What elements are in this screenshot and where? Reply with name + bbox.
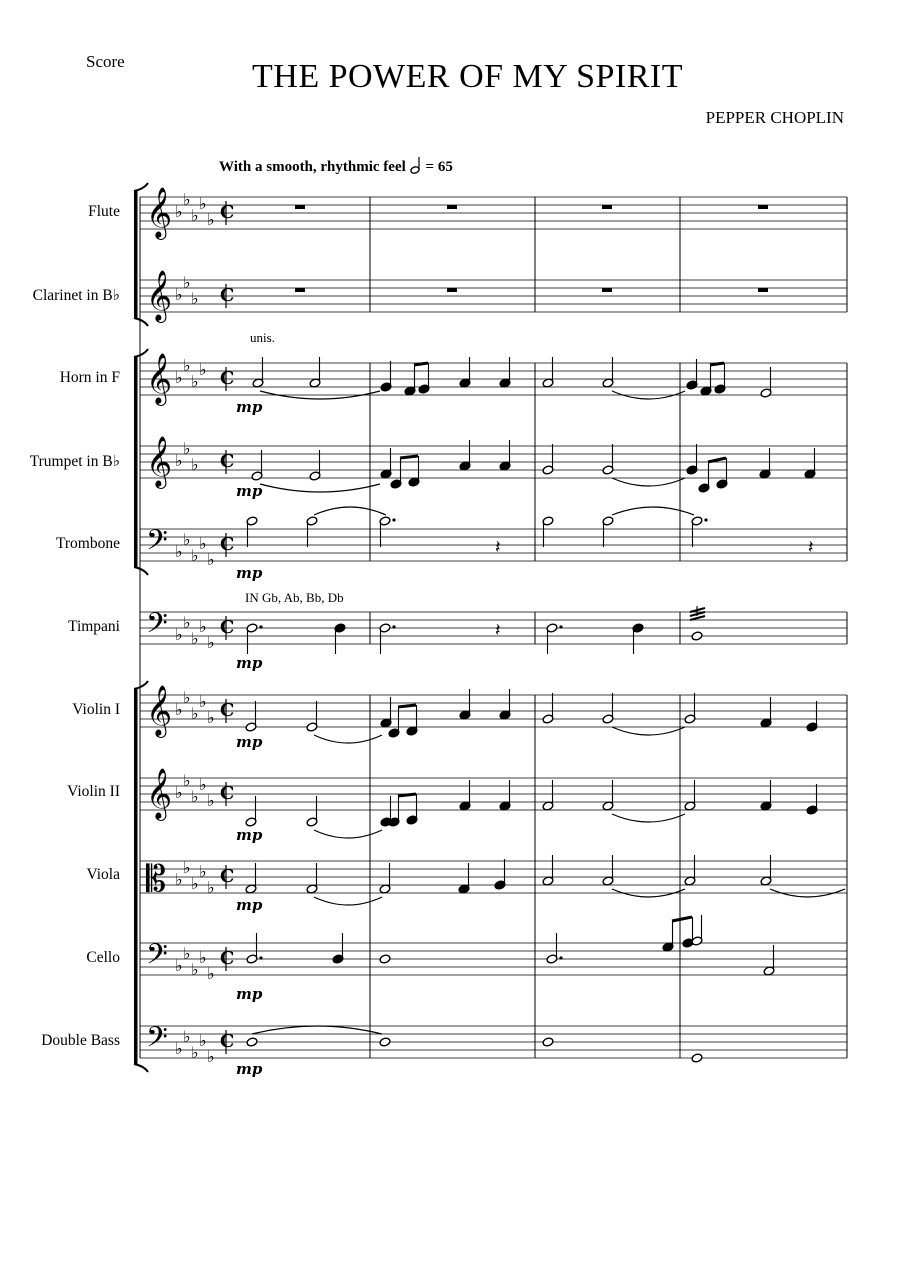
whole-rest-icon (447, 205, 457, 209)
cut-time-icon: C (220, 285, 235, 306)
tie (314, 897, 382, 905)
dynamic-viola: mp (236, 896, 263, 914)
flat-icon: ♭ (207, 791, 215, 810)
whole-rest-icon (602, 205, 612, 209)
flat-icon: ♭ (191, 372, 199, 391)
flat-icon: ♭ (199, 194, 207, 213)
cut-time-icon: C (220, 202, 235, 223)
flat-icon: ♭ (183, 530, 191, 549)
cut-time-icon: C (220, 368, 235, 389)
tie (612, 727, 685, 735)
flat-icon: ♭ (199, 948, 207, 967)
whole-rest-icon (758, 288, 768, 292)
dot (559, 625, 562, 628)
alto-clef-icon: 𝄡 (146, 859, 167, 900)
instrument-label-double-bass: Double Bass (41, 1032, 120, 1049)
flat-icon: ♭ (191, 787, 199, 806)
dynamic-trombone: mp (236, 564, 263, 582)
note-head (691, 631, 703, 641)
flat-icon: ♭ (207, 878, 215, 897)
tie (612, 478, 685, 486)
cut-time-icon: C (220, 534, 235, 555)
dynamic-violin-2: mp (236, 826, 263, 844)
treble-clef-icon: 𝄞 (146, 685, 173, 736)
instrument-label-cello: Cello (86, 949, 120, 966)
instrument-label-trombone: Trombone (55, 535, 120, 552)
unis-annotation: unis. (250, 330, 275, 345)
flat-icon: ♭ (175, 1039, 183, 1058)
flat-icon: ♭ (183, 273, 191, 292)
cut-time-icon: C (220, 617, 235, 638)
flat-icon: ♭ (175, 625, 183, 644)
flat-icon: ♭ (207, 633, 215, 652)
note-head (691, 1053, 703, 1063)
cut-time-icon: C (220, 948, 235, 969)
instrument-label-horn: Horn in F (59, 369, 120, 386)
flat-icon: ♭ (199, 862, 207, 881)
flat-icon: ♭ (175, 368, 183, 387)
flat-icon: ♭ (183, 688, 191, 707)
cut-time-icon: C (220, 1031, 235, 1052)
flat-icon: ♭ (191, 1043, 199, 1062)
flat-icon: ♭ (175, 956, 183, 975)
dynamic-double-bass: mp (236, 1060, 263, 1078)
bracket-hook (134, 1064, 148, 1072)
cut-time-icon: C (220, 866, 235, 887)
flat-icon: ♭ (175, 870, 183, 889)
tie (612, 507, 694, 515)
tie (314, 735, 382, 743)
flat-icon: ♭ (183, 944, 191, 963)
beam (398, 705, 416, 707)
beam (672, 917, 692, 921)
flat-icon: ♭ (183, 613, 191, 632)
instrument-label-trumpet: Trumpet in B♭ (29, 453, 120, 470)
flat-icon: ♭ (191, 704, 199, 723)
tremolo-mark (690, 616, 705, 620)
instrument-label-timpani: Timpani (68, 618, 120, 635)
flat-icon: ♭ (175, 783, 183, 802)
bass-clef-icon: 𝄢 (146, 1021, 168, 1061)
bass-clef-icon: 𝄢 (146, 524, 168, 564)
flat-icon: ♭ (183, 1027, 191, 1046)
note-head (542, 1037, 554, 1047)
instrument-label-clarinet: Clarinet in B♭ (32, 287, 120, 304)
flat-icon: ♭ (175, 285, 183, 304)
flat-icon: ♭ (175, 451, 183, 470)
flat-icon: ♭ (183, 858, 191, 877)
treble-clef-icon: 𝄞 (146, 353, 173, 404)
flat-icon: ♭ (191, 206, 199, 225)
tempo-text: With a smooth, rhythmic feel (219, 159, 406, 175)
beam (400, 456, 418, 458)
tie (612, 814, 685, 822)
bracket (134, 357, 138, 567)
flat-icon: ♭ (199, 692, 207, 711)
dynamic-trumpet: mp (236, 482, 263, 500)
tie (314, 830, 382, 838)
score-label: Score (86, 52, 125, 71)
dot (259, 956, 262, 959)
quarter-rest-icon: 𝄽 (495, 620, 501, 641)
flat-icon: ♭ (191, 289, 199, 308)
tie (314, 507, 386, 515)
beam (710, 363, 724, 365)
flat-icon: ♭ (207, 210, 215, 229)
flat-icon: ♭ (183, 356, 191, 375)
treble-clef-icon: 𝄞 (146, 768, 173, 819)
dot (392, 518, 395, 521)
treble-clef-icon: 𝄞 (146, 270, 173, 321)
flat-icon: ♭ (183, 439, 191, 458)
flat-icon: ♭ (207, 964, 215, 983)
dot (559, 956, 562, 959)
flat-icon: ♭ (175, 202, 183, 221)
dot (259, 625, 262, 628)
flat-icon: ♭ (191, 546, 199, 565)
note-head (246, 1037, 258, 1047)
timpani-tuning-annotation: IN Gb, Ab, Bb, Db (245, 590, 344, 605)
dot (392, 625, 395, 628)
flat-icon: ♭ (175, 700, 183, 719)
tie (252, 1026, 382, 1034)
dynamic-timpani: mp (236, 654, 263, 672)
tempo-value: = 65 (425, 159, 453, 175)
flat-icon: ♭ (191, 455, 199, 474)
flat-icon: ♭ (175, 542, 183, 561)
flat-icon: ♭ (183, 190, 191, 209)
dot (704, 518, 707, 521)
note-head (379, 954, 391, 964)
dynamic-cello: mp (236, 985, 263, 1003)
cut-time-icon: C (220, 451, 235, 472)
whole-rest-icon (447, 288, 457, 292)
flat-icon: ♭ (207, 550, 215, 569)
whole-rest-icon (758, 205, 768, 209)
bracket (134, 689, 138, 1064)
flat-icon: ♭ (199, 360, 207, 379)
composer-name: PEPPER CHOPLIN (705, 108, 844, 127)
flat-icon: ♭ (191, 874, 199, 893)
flat-icon: ♭ (191, 629, 199, 648)
cut-time-icon: C (220, 700, 235, 721)
beam (398, 794, 416, 796)
bass-clef-icon: 𝄢 (146, 607, 168, 647)
page-title: THE POWER OF MY SPIRIT (252, 58, 683, 95)
flat-icon: ♭ (199, 775, 207, 794)
flat-icon: ♭ (199, 617, 207, 636)
quarter-rest-icon: 𝄽 (808, 537, 814, 558)
flat-icon: ♭ (191, 960, 199, 979)
bracket-hook (134, 567, 148, 575)
flat-icon: ♭ (183, 771, 191, 790)
instrument-label-violin-2: Violin II (67, 783, 120, 800)
bass-clef-icon: 𝄢 (146, 938, 168, 978)
treble-clef-icon: 𝄞 (146, 436, 173, 487)
instrument-label-viola: Viola (86, 866, 120, 883)
flat-icon: ♭ (199, 534, 207, 553)
whole-rest-icon (295, 288, 305, 292)
flat-icon: ♭ (199, 1031, 207, 1050)
note-head (379, 1037, 391, 1047)
whole-rest-icon (295, 205, 305, 209)
cut-time-icon: C (220, 783, 235, 804)
instrument-label-flute: Flute (88, 203, 120, 220)
beam (708, 458, 726, 462)
tie (260, 484, 380, 492)
beam (414, 363, 428, 365)
flat-icon: ♭ (207, 708, 215, 727)
bracket (134, 191, 138, 318)
instrument-label-violin-1: Violin I (72, 701, 120, 718)
dynamic-violin-1: mp (236, 733, 263, 751)
quarter-rest-icon: 𝄽 (495, 537, 501, 558)
flat-icon: ♭ (207, 1047, 215, 1066)
dynamic-horn: mp (236, 398, 263, 416)
treble-clef-icon: 𝄞 (146, 187, 173, 238)
whole-rest-icon (602, 288, 612, 292)
